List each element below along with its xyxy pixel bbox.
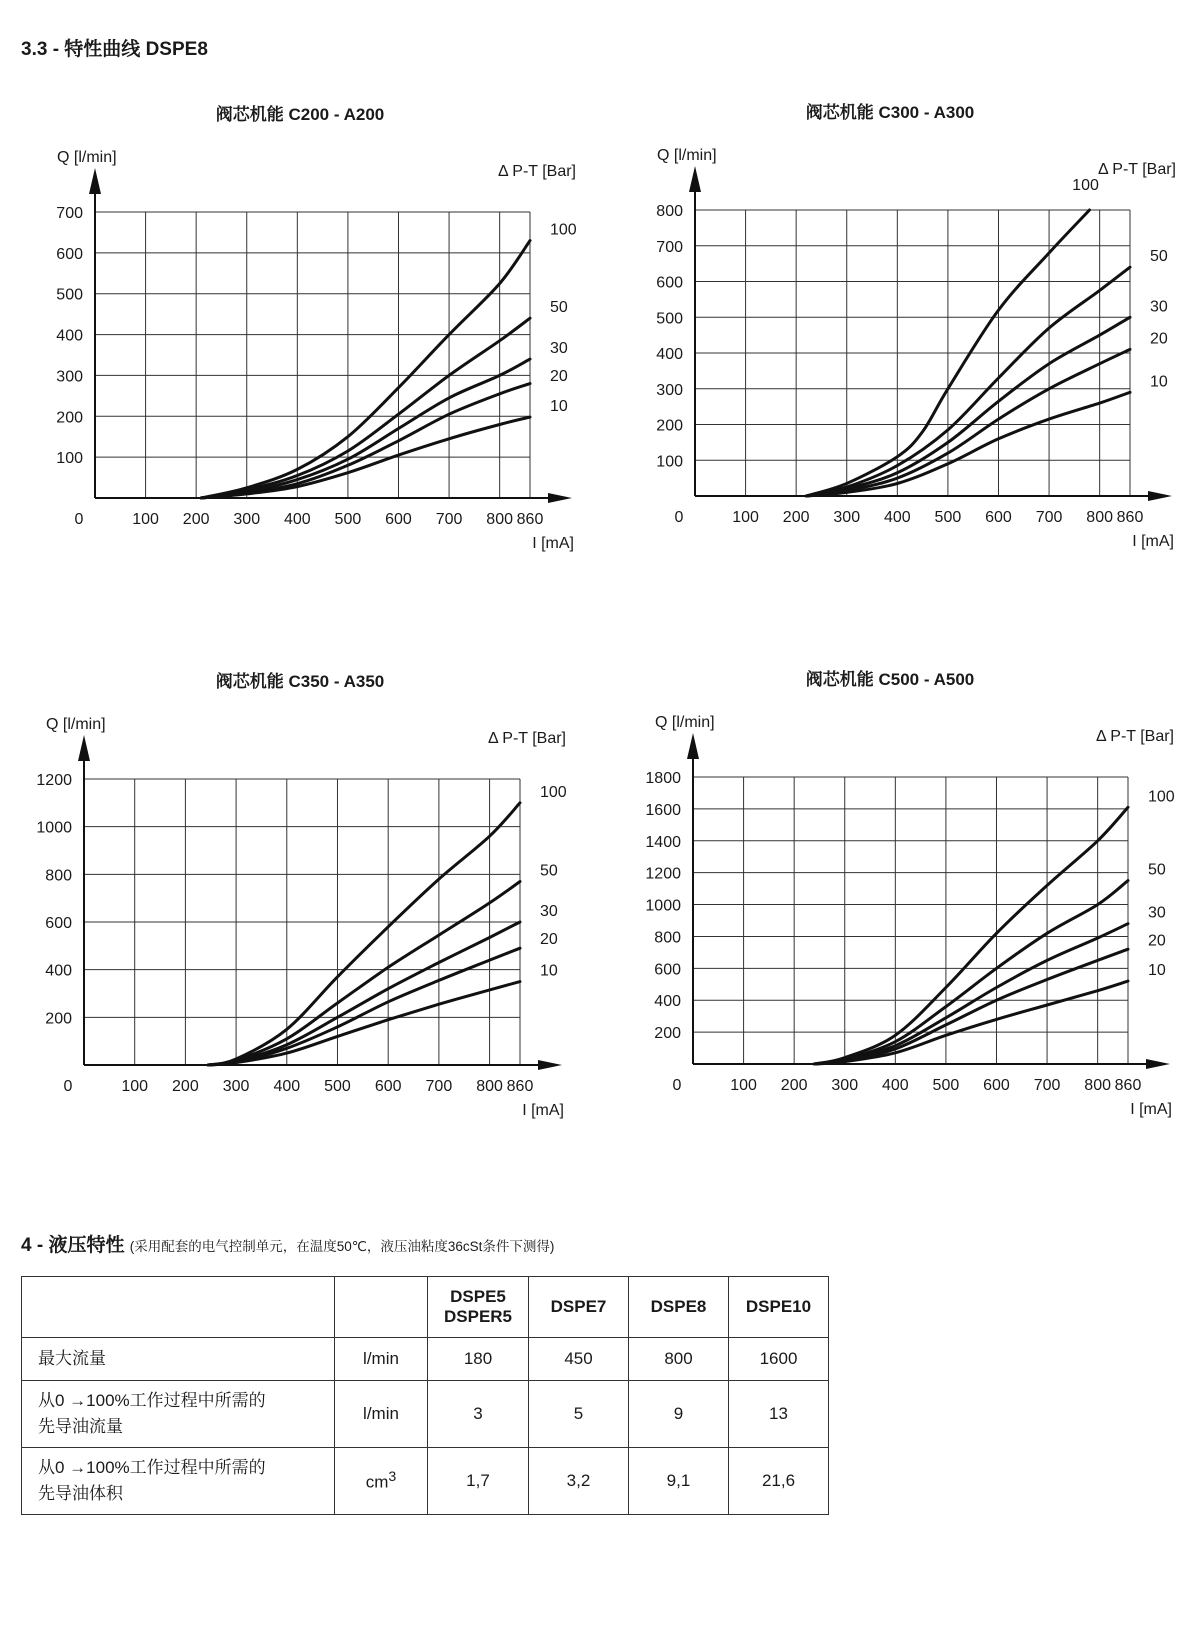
series-label: 10 <box>550 398 568 416</box>
y-tick-label: 400 <box>56 327 83 345</box>
series-line-30 <box>806 317 1130 496</box>
cell: 450 <box>529 1338 629 1381</box>
row-unit <box>335 1448 428 1515</box>
x-tick-label: 500 <box>932 1077 960 1094</box>
unit-exponent: 3 <box>388 1469 397 1486</box>
y-tick-label: 600 <box>654 961 681 979</box>
section-3-3-title: 3.3 - 特性曲线 DSPE8 <box>21 39 208 60</box>
x-tick-label: 600 <box>385 511 412 528</box>
y-tick-label: 100 <box>56 450 83 468</box>
table-header-row <box>22 1277 829 1338</box>
y-tick-label: 600 <box>656 274 683 292</box>
legend-title: Δ P-T [Bar] <box>1098 161 1176 178</box>
hydraulic-properties-table <box>21 1276 829 1515</box>
x-origin-label: 0 <box>672 1077 682 1094</box>
x-tick-label: 800 <box>1086 509 1114 526</box>
series-line-50 <box>201 318 530 498</box>
row-unit: l/min <box>335 1381 428 1448</box>
header-dspe7: DSPE7 <box>529 1277 629 1338</box>
series-line-50 <box>814 881 1128 1064</box>
series-line-20 <box>814 949 1128 1064</box>
legend-title: Δ P-T [Bar] <box>488 730 566 747</box>
x-axis-label: I [mA] <box>1132 533 1174 550</box>
row-label-line: 从0 →100%工作过程中所需的 <box>38 1391 266 1410</box>
y-tick-label: 400 <box>654 993 681 1011</box>
series-line-100 <box>201 241 530 498</box>
cell: 9 <box>629 1381 729 1448</box>
series-label: 30 <box>1148 904 1166 922</box>
row-label: 最大流量 <box>22 1338 335 1381</box>
chart-c500-a500 <box>600 640 1200 1220</box>
x-tick-label: 800 <box>1084 1077 1112 1094</box>
y-tick-label: 1000 <box>645 897 681 915</box>
x-tick-label: 100 <box>121 1078 149 1095</box>
x-tick-label: 300 <box>831 1077 859 1094</box>
x-tick-label: 800 <box>476 1078 503 1095</box>
series-line-50 <box>806 267 1130 496</box>
header-dspe5-line1: DSPE5 <box>450 1287 506 1306</box>
chart-c200-a200 <box>0 80 600 660</box>
y-tick-label: 500 <box>656 310 683 328</box>
y-tick-label: 400 <box>656 346 683 363</box>
section-4-title <box>21 1230 554 1257</box>
x-tick-label: 400 <box>273 1078 301 1095</box>
y-axis-arrow-icon <box>78 735 90 761</box>
series-label: 20 <box>1148 932 1166 950</box>
y-tick-label: 1800 <box>645 770 681 787</box>
cell: 3 <box>428 1381 529 1448</box>
y-tick-label: 800 <box>45 867 72 885</box>
cell: 3,2 <box>529 1448 629 1515</box>
row-label-line: 先导油流量 <box>38 1417 123 1436</box>
chart-c350-a350 <box>0 640 600 1220</box>
cell: 21,6 <box>729 1448 829 1515</box>
y-axis-label: Q [l/min] <box>657 147 717 164</box>
x-tick-label: 860 <box>1116 509 1144 526</box>
x-tick-label: 300 <box>233 511 261 528</box>
section-4-heading: 4 - 液压特性 <box>21 1235 125 1256</box>
series-line-100 <box>208 803 520 1065</box>
series-line-50 <box>208 882 520 1066</box>
x-axis-label: I [mA] <box>1130 1101 1172 1118</box>
y-tick-label: 1600 <box>645 801 681 819</box>
series-label: 30 <box>550 340 568 358</box>
x-tick-label: 500 <box>334 511 362 528</box>
y-tick-label: 800 <box>656 203 683 220</box>
x-tick-label: 200 <box>780 1077 808 1094</box>
y-axis-label: Q [l/min] <box>655 714 715 731</box>
cell: 13 <box>729 1381 829 1448</box>
y-tick-label: 1200 <box>36 772 72 789</box>
series-label: 10 <box>1148 962 1166 980</box>
series-label: 50 <box>1150 248 1168 266</box>
y-tick-label: 200 <box>656 417 683 435</box>
header-dspe8: DSPE8 <box>629 1277 729 1338</box>
header-dspe10: DSPE10 <box>729 1277 829 1338</box>
x-tick-label: 200 <box>782 509 810 526</box>
x-tick-label: 200 <box>182 511 210 528</box>
x-axis-arrow-icon <box>548 493 572 503</box>
y-tick-label: 1000 <box>36 819 72 837</box>
x-origin-label: 0 <box>674 509 684 526</box>
series-label: 10 <box>1150 373 1168 391</box>
y-tick-label: 800 <box>654 929 681 947</box>
chart-title: 阀芯机能 C500 - A500 <box>805 670 975 689</box>
y-tick-label: 700 <box>56 205 83 222</box>
series-label: 50 <box>540 862 558 880</box>
y-tick-label: 300 <box>656 381 683 399</box>
row-label <box>22 1448 335 1515</box>
row-label-line: 先导油体积 <box>38 1484 123 1503</box>
header-dspe5 <box>428 1277 529 1338</box>
y-axis-arrow-icon <box>687 733 699 759</box>
legend-title: Δ P-T [Bar] <box>1096 728 1174 745</box>
header-blank <box>22 1277 335 1338</box>
series-line-100 <box>814 807 1128 1064</box>
x-tick-label: 600 <box>983 1077 1010 1094</box>
y-tick-label: 700 <box>656 238 683 256</box>
row-unit: l/min <box>335 1338 428 1381</box>
y-axis-arrow-icon <box>689 166 701 192</box>
series-label: 100 <box>550 221 577 239</box>
series-label: 100 <box>1148 788 1175 806</box>
x-axis-arrow-icon <box>1148 491 1172 501</box>
chart-c300-a300 <box>600 80 1200 660</box>
cell: 1600 <box>729 1338 829 1381</box>
y-tick-label: 100 <box>656 453 683 471</box>
x-tick-label: 800 <box>486 511 514 528</box>
table-row <box>22 1448 829 1515</box>
y-tick-label: 600 <box>56 245 83 263</box>
series-label: 50 <box>550 299 568 317</box>
x-origin-label: 0 <box>74 511 84 528</box>
series-line-20 <box>208 948 520 1065</box>
x-tick-label: 600 <box>374 1078 402 1095</box>
series-label: 100 <box>540 783 567 801</box>
x-tick-label: 600 <box>985 509 1012 526</box>
y-tick-label: 1400 <box>645 833 681 851</box>
x-axis-arrow-icon <box>538 1060 562 1070</box>
y-tick-label: 200 <box>45 1010 72 1028</box>
chart-title: 阀芯机能 C200 - A200 <box>215 105 385 124</box>
series-line-30 <box>814 924 1128 1064</box>
y-axis-label: Q [l/min] <box>57 149 117 166</box>
y-tick-label: 400 <box>45 962 72 980</box>
x-tick-label: 300 <box>833 509 861 526</box>
x-tick-label: 300 <box>222 1078 250 1095</box>
table-row <box>22 1381 829 1448</box>
y-tick-label: 200 <box>56 409 83 427</box>
cell: 1,7 <box>428 1448 529 1515</box>
y-tick-label: 1200 <box>645 865 681 883</box>
x-tick-label: 400 <box>883 509 911 526</box>
series-label: 50 <box>1148 861 1166 879</box>
x-tick-label: 700 <box>435 511 463 528</box>
series-label: 20 <box>1150 330 1168 348</box>
series-line-20 <box>806 349 1130 496</box>
x-tick-label: 700 <box>1035 509 1063 526</box>
x-tick-label: 500 <box>934 509 962 526</box>
series-label: 10 <box>540 962 558 980</box>
x-tick-label: 500 <box>324 1078 351 1095</box>
table-row <box>22 1338 829 1381</box>
x-tick-label: 400 <box>881 1077 909 1094</box>
y-axis-label: Q [l/min] <box>46 716 106 733</box>
chart-title: 阀芯机能 C350 - A350 <box>215 672 385 691</box>
x-axis-label: I [mA] <box>532 535 574 552</box>
row-label-line: 从0 →100%工作过程中所需的 <box>38 1458 266 1477</box>
x-tick-label: 200 <box>172 1078 199 1095</box>
x-tick-label: 400 <box>283 511 311 528</box>
y-tick-label: 300 <box>56 368 83 386</box>
series-label: 20 <box>540 931 558 948</box>
x-axis-arrow-icon <box>1146 1059 1170 1069</box>
x-tick-label: 860 <box>516 511 544 528</box>
y-axis-arrow-icon <box>89 168 101 194</box>
x-tick-label: 860 <box>1114 1077 1142 1094</box>
series-label: 100 <box>1072 177 1099 194</box>
header-unit <box>335 1277 428 1338</box>
unit-base: cm <box>365 1472 389 1492</box>
x-tick-label: 700 <box>1033 1077 1061 1094</box>
row-label <box>22 1381 335 1448</box>
cell: 5 <box>529 1381 629 1448</box>
x-axis-label: I [mA] <box>522 1102 564 1119</box>
legend-title: Δ P-T [Bar] <box>498 163 576 180</box>
chart-title: 阀芯机能 C300 - A300 <box>805 103 975 122</box>
x-tick-label: 860 <box>506 1078 534 1095</box>
x-origin-label: 0 <box>63 1078 73 1095</box>
y-tick-label: 500 <box>56 286 83 304</box>
section-4-note: (采用配套的电气控制单元，在温度50℃，液压油粘度36cSt条件下测得) <box>129 1239 555 1254</box>
x-tick-label: 100 <box>732 509 759 526</box>
series-label: 20 <box>550 368 568 386</box>
x-tick-label: 700 <box>425 1078 453 1095</box>
cell: 180 <box>428 1338 529 1381</box>
cell: 800 <box>629 1338 729 1381</box>
cell: 9,1 <box>629 1448 729 1515</box>
series-label: 30 <box>540 903 558 920</box>
y-tick-label: 200 <box>654 1025 681 1043</box>
y-tick-label: 600 <box>45 915 72 932</box>
x-tick-label: 100 <box>132 511 159 528</box>
x-tick-label: 100 <box>730 1077 757 1094</box>
header-dspe5-line2: DSPER5 <box>443 1307 513 1326</box>
series-label: 30 <box>1150 298 1168 316</box>
